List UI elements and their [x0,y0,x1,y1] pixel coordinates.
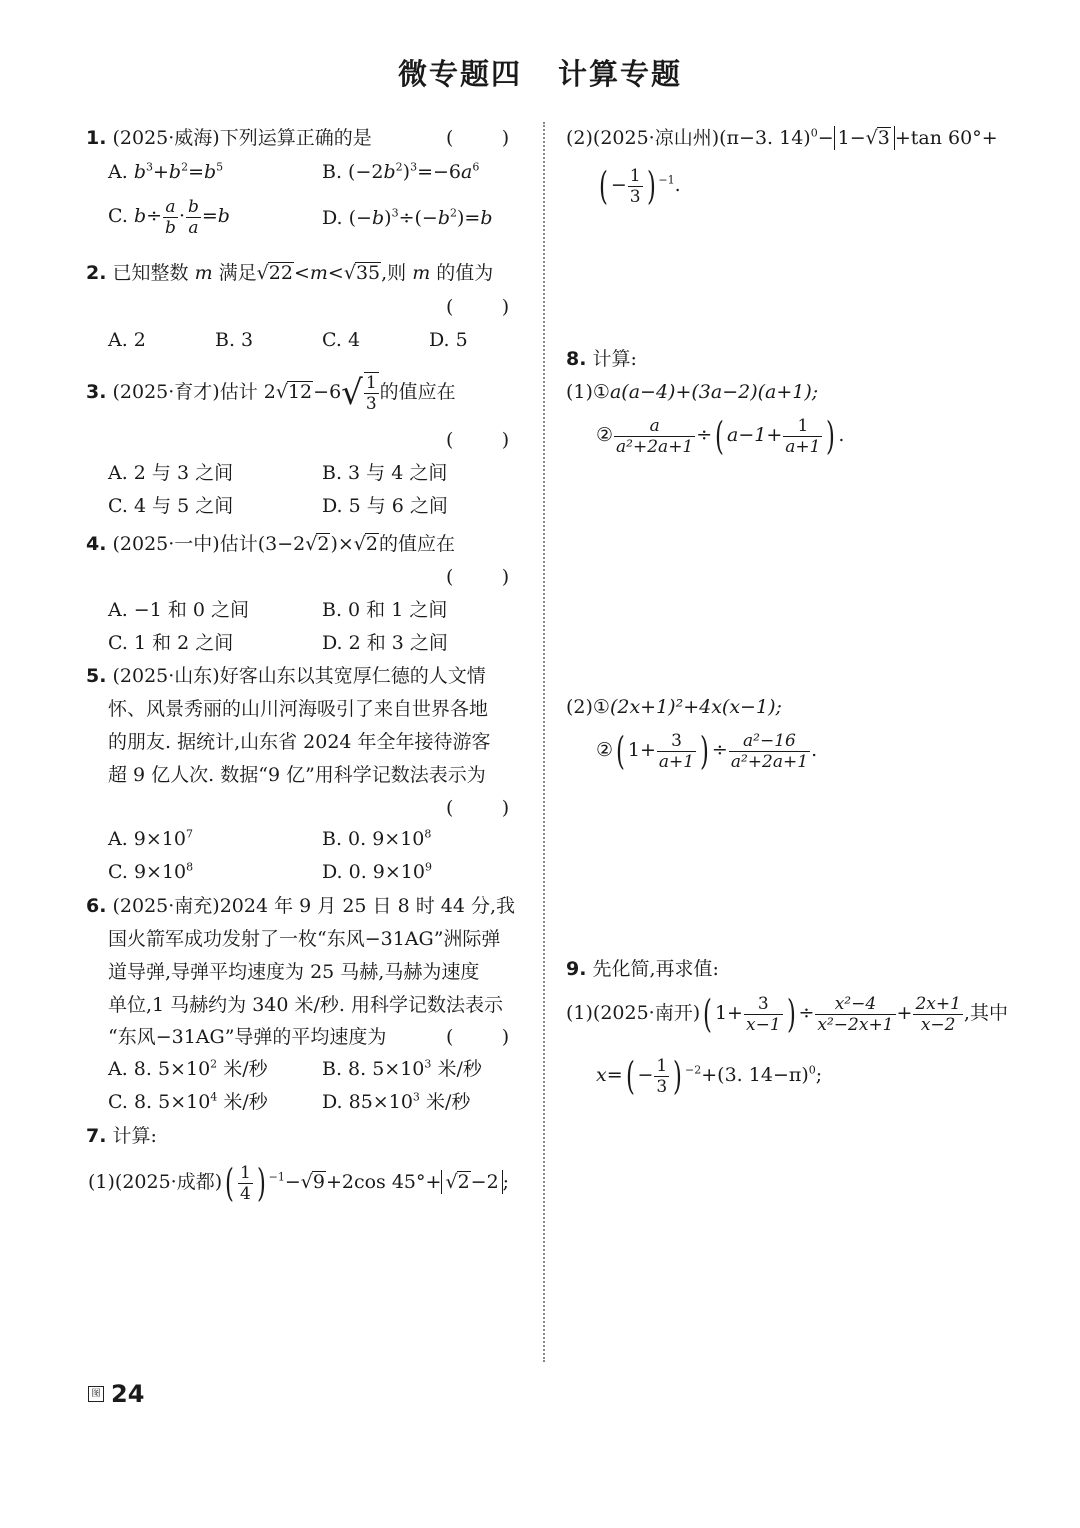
question-7: 7. 计算: [86,1125,157,1147]
question-1: 1. (2025·威海)下列运算正确的是 [86,127,372,149]
answer-paren: ( ) [446,127,510,149]
answer-paren: ( ) [446,1026,510,1048]
q3-option-b: B. 3 与 4 之间 [322,462,448,484]
answer-paren: ( ) [446,429,510,451]
q5-option-a: A. $9\times 10^7$ [108,827,193,850]
page-title: 微专题四 计算专题 [397,57,683,91]
q2-option-c: C. 4 [322,329,361,351]
q5-option-c: C. $9\times 10^8$ [108,860,194,883]
q9-part-1: (1)(2025·南开)( 1+ $\frac{3}{x-1}$ ) ÷ $\frac{\text{x²−4}}{\text{x²−2x+1}}$ + $\frac{2x+1}{x-2}$ ,其中 [566,992,1008,1036]
q4-option-a: A. −1 和 0 之间 [108,599,250,621]
q6-option-c: C. 8. $5\times 10^4$ 米/秒 [108,1090,268,1113]
q4-option-c: C. 1 和 2 之间 [108,632,234,654]
q3-option-c: C. 4 与 5 之间 [108,495,234,517]
q4-option-d: D. 2 和 3 之间 [322,632,448,654]
q6-option-d: D. $85\times 10^3$ 米/秒 [322,1090,471,1113]
q6-line: 单位,1 马赫约为 340 米/秒. 用科学记数法表示 [108,994,503,1016]
question-5: 5. (2025·山东)好客山东以其宽厚仁德的人文情 [86,665,486,687]
q1-option-c: C. b÷ $\frac{a}{b}$ · $\frac{b}{a}$ =b [108,196,230,238]
q8-part-2b: ②( 1+ $\frac{3}{a+1}$ ) ÷ $\frac{\text{a²−16}}{\text{a²+2a+1}}$ . [596,729,818,773]
q6-line: “东风−31AG”导弹的平均速度为 [108,1026,387,1048]
page-icon: 图 [88,1386,104,1402]
q5-option-d: D. 0. $9\times 10^9$ [322,860,432,883]
q5-option-b: B. 0. $9\times 10^8$ [322,827,432,850]
answer-paren: ( ) [446,797,510,819]
q1-option-d: D. $(-b)^3\div(-b^2)=b$ [322,206,493,229]
q6-line: 国火箭军成功发射了一枚“东风−31AG”洲际弹 [108,928,501,950]
question-8: 8. 计算: [566,348,637,370]
q7-part-1: (1)(2025·成都)( $\frac{1}{4}$ ) $^{-1}$−√9+2cos 45°+ √2−2 ; [88,1161,510,1205]
q2-option-a: A. 2 [108,329,146,351]
q8-part-1b: ② $\frac{a}{\text{a²+2a+1}}$ ÷( a−1+ $\frac{1}{a+1}$ ) . [596,414,845,458]
q8-part-2a: (2)①(2x+1)²+4x(x−1); [566,696,782,718]
answer-paren: ( ) [446,566,510,588]
answer-paren: ( ) [446,296,510,318]
q6-option-a: A. 8. $5\times 10^2$ 米/秒 [108,1057,268,1080]
column-divider [543,122,545,1362]
q4-option-b: B. 0 和 1 之间 [322,599,448,621]
q3-option-d: D. 5 与 6 之间 [322,495,448,517]
q5-line: 的朋友. 据统计,山东省 2024 年全年接待游客 [108,731,491,753]
q6-line: 道导弹,导弹平均速度为 25 马赫,马赫为速度 [108,961,480,983]
question-6: 6. (2025·南充)2024 年 9 月 25 日 8 时 44 分,我 [86,895,515,917]
q6-option-b: B. 8. $5\times 10^3$ 米/秒 [322,1057,482,1080]
question-2: 2. 已知整数 m 满足√22<m<√35,则 m 的值为 [86,262,494,284]
q5-line: 怀、风景秀丽的山川河海吸引了来自世界各地 [108,698,489,720]
q2-option-b: B. 3 [215,329,254,351]
q3-option-a: A. 2 与 3 之间 [108,462,234,484]
q1-option-a: A. $b^3+b^2=b^5$ [108,160,224,183]
q7-part-2-cont: ( − $\frac{1}{3}$ ) $^{-1}$. [598,164,681,208]
page-number: 24 [111,1380,145,1408]
q2-option-d: D. 5 [429,329,468,351]
q7-part-2: (2)(2025·凉山州)(π−3. 14)$^0$− 1−√3 +tan 60°+ [566,126,998,149]
question-9: 9. 先化简,再求值: [566,958,719,980]
question-4: 4. (2025·一中)估计(3−2√2)×√2的值应在 [86,533,455,555]
q5-line: 超 9 亿人次. 数据“9 亿”用科学记数法表示为 [108,764,486,786]
q8-part-1a: (1)①a(a−4)+(3a−2)(a+1); [566,381,819,403]
question-3: 3. (2025·育才)估计 2√12−6√ $\frac{1}{3}$ 的值应在 [86,373,456,414]
q1-option-b: B. $(-2b^2)^3=-6a^6$ [322,160,480,183]
q9-part-1-x: x=( − $\frac{1}{3}$ ) $^{-2}$+(3. 14−π)$^0$; [596,1054,823,1098]
